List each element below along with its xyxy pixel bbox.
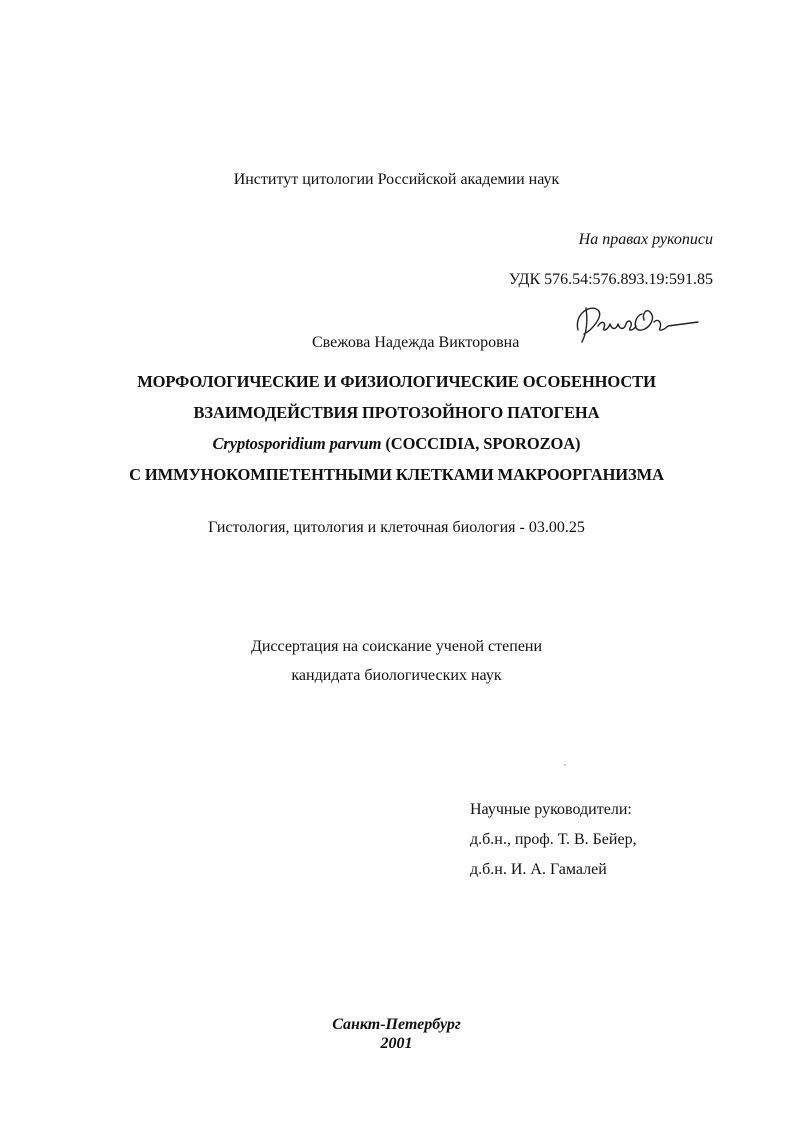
scan-speck — [564, 764, 566, 766]
city: Санкт-Петербург — [332, 1016, 461, 1033]
year: 2001 — [380, 1035, 413, 1052]
title-line-3 — [0, 434, 793, 454]
dissertation-line-1: Диссертация на соискание ученой степени — [250, 638, 543, 655]
institute-name: Институт цитологии Российской академии наук — [233, 171, 560, 188]
supervisors-heading: Научные руководители: — [470, 801, 632, 818]
dissertation-line-2: кандидата биологических наук — [291, 667, 502, 684]
specialty-code: Гистология, цитология и клеточная биология - 03.00.25 — [208, 519, 585, 536]
udc-code: УДК 576.54:576.893.19:591.85 — [508, 271, 713, 288]
species-name: Cryptosporidium parvum — [212, 434, 382, 453]
title-line-2: ВЗАИМОДЕЙСТВИЯ ПРОТОЗОЙНОГО ПАТОГЕНА — [193, 403, 600, 422]
author-name: Свежова Надежда Викторовна — [312, 334, 520, 351]
title-line-1: МОРФОЛОГИЧЕСКИЕ И ФИЗИОЛОГИЧЕСКИЕ ОСОБЕННОСТИ — [137, 372, 656, 391]
taxonomy: (COCCIDIA, SPOROZOA) — [381, 434, 581, 453]
author-signature — [572, 300, 702, 346]
supervisor-1: д.б.н., проф. Т. В. Бейер, — [470, 831, 637, 848]
manuscript-note: На правах рукописи — [578, 231, 713, 248]
supervisor-2: д.б.н. И. А. Гамалей — [470, 861, 607, 878]
title-line-4: С ИММУНОКОМПЕТЕНТНЫМИ КЛЕТКАМИ МАКРООРГАНИЗМА — [129, 465, 664, 484]
